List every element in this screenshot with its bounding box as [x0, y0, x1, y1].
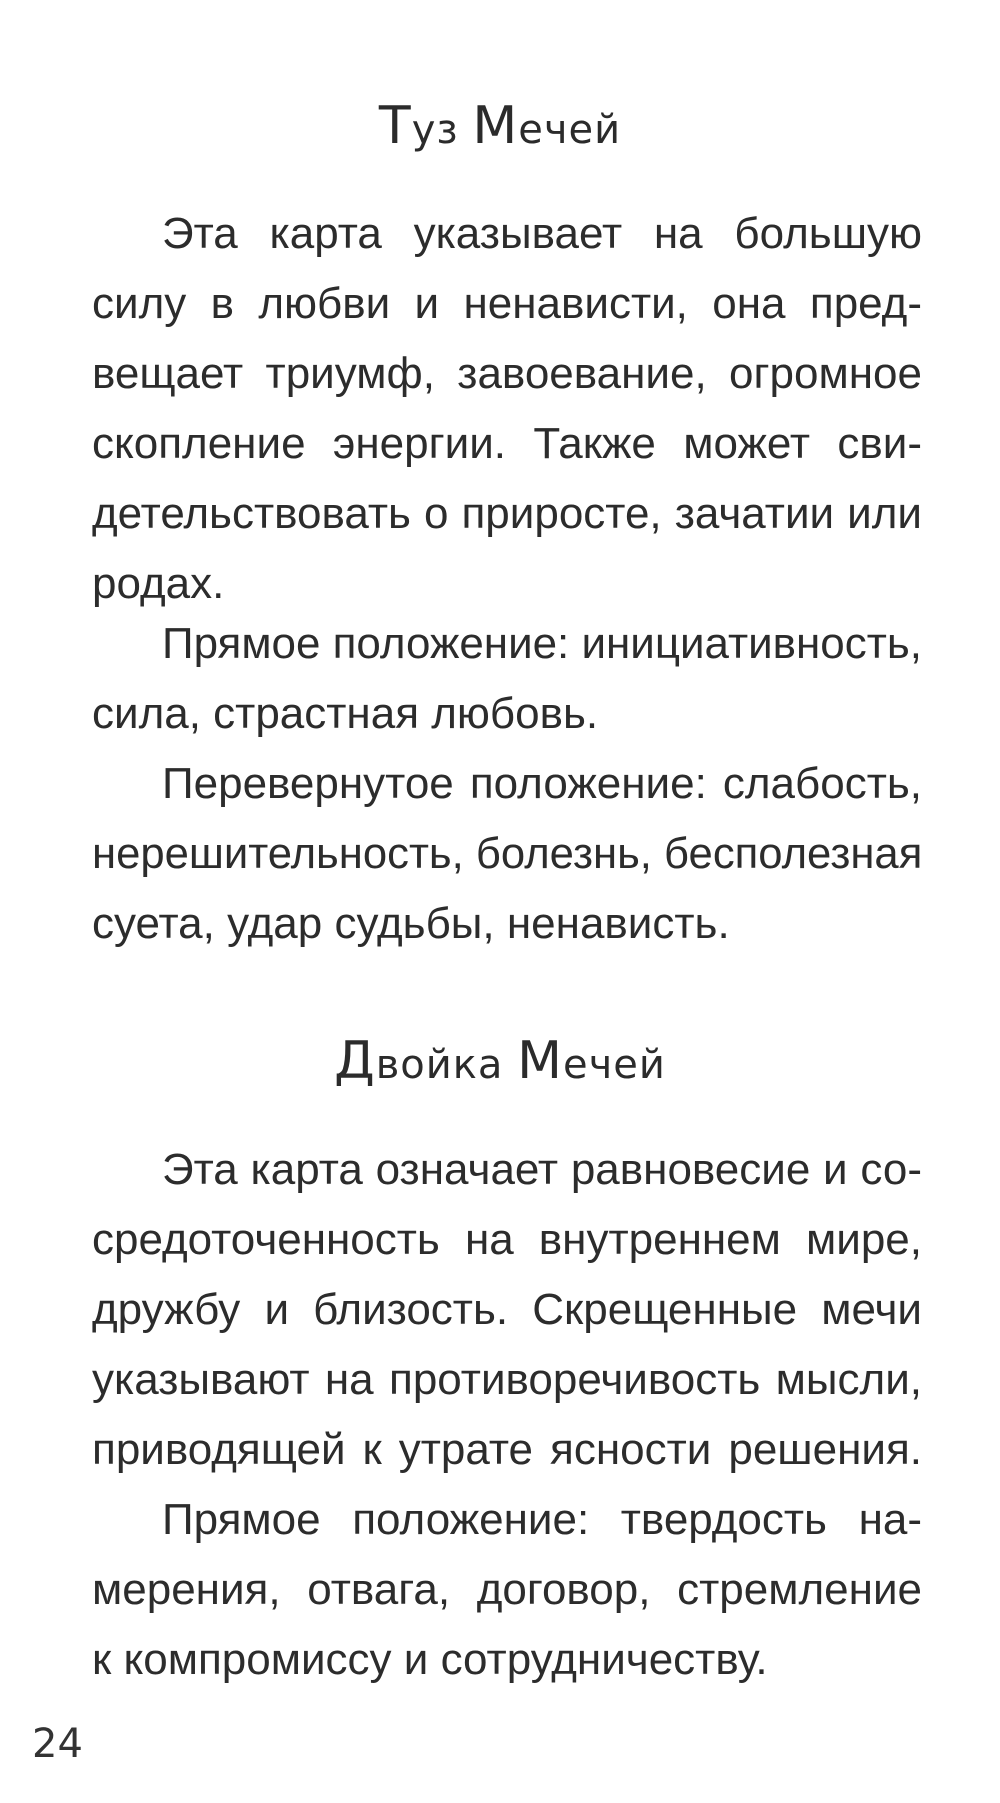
section-title-two-of-swords: [0, 1031, 1000, 1091]
paragraph-line: дружбу и близость. Скрещенные мечи: [92, 1285, 922, 1334]
paragraph-line: Эта карта означает равновесие и со-: [162, 1145, 922, 1194]
paragraph-line: Эта карта указывает на большую: [162, 209, 922, 258]
paragraph-line: сила, страстная любовь.: [92, 689, 599, 738]
paragraph-line: приводящей к утрате ясности решения.: [92, 1425, 922, 1474]
title-rest: войка: [375, 1042, 518, 1088]
paragraph-line: Перевернутое положение: слабость,: [162, 759, 922, 808]
paragraph-line: родах.: [92, 559, 225, 608]
title-initial: М: [517, 1031, 564, 1091]
paragraph-line: Прямое положение: инициативность,: [162, 619, 922, 668]
paragraph-line: к компромиссу и сотрудничеству.: [92, 1635, 768, 1684]
paragraph-line: скопление энергии. Также может сви-: [92, 419, 922, 468]
paragraph-line: нерешительность, болезнь, бесполезная: [92, 829, 923, 878]
title-initial: Д: [334, 1031, 376, 1091]
title-initial: Т: [378, 96, 412, 156]
title-rest: уз: [411, 107, 473, 153]
page-number: 24: [32, 1721, 83, 1767]
paragraph-line: детельствовать о приросте, зачатии или: [92, 489, 922, 538]
paragraph-line: суета, удар судьбы, ненависть.: [92, 899, 730, 948]
paragraph-line: Прямое положение: твердость на-: [162, 1495, 922, 1544]
title-rest: ечей: [518, 107, 622, 153]
paragraph-line: указывают на противоречивость мысли,: [92, 1355, 922, 1404]
title-initial: М: [472, 96, 519, 156]
paragraph-line: вещает триумф, завоевание, огромное: [92, 349, 922, 398]
paragraph-line: силу в любви и ненависти, она пред-: [92, 279, 922, 328]
title-rest: ечей: [563, 1042, 666, 1088]
section-title-ace-of-swords: [0, 96, 1000, 156]
paragraph-line: мерения, отвага, договор, стремление: [92, 1565, 922, 1614]
paragraph-line: средоточенность на внутреннем мире,: [92, 1215, 922, 1264]
